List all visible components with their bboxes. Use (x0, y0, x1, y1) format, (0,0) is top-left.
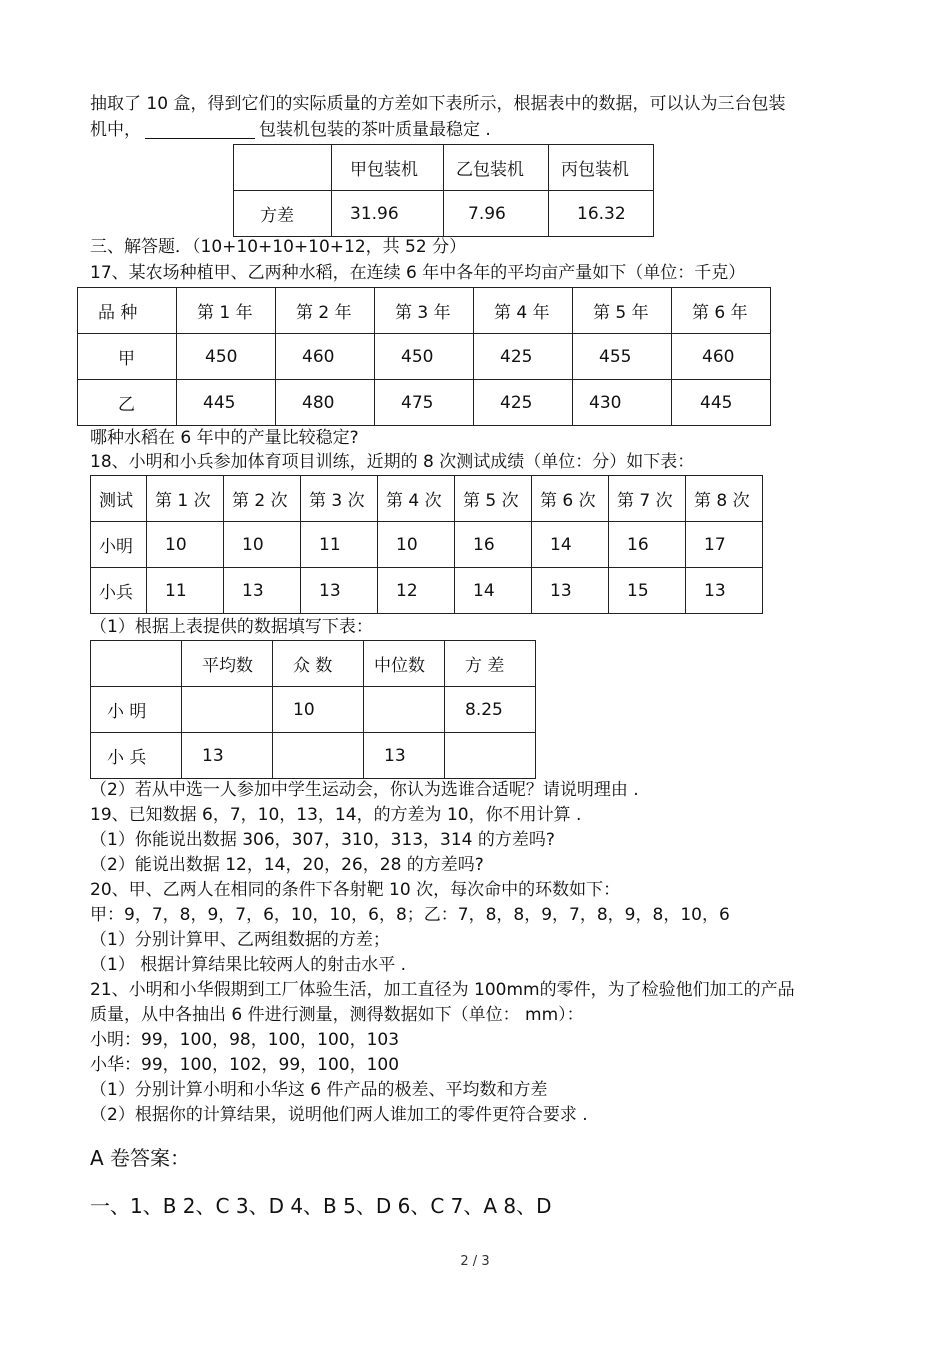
table-cell: 丙包装机 (549, 145, 654, 191)
page-number: 2 / 3 (460, 1254, 490, 1269)
q17-stem: 17、某农场种植甲、乙两种水稻，在连续 6 年中各年的平均亩产量如下（单位：千克） (90, 263, 746, 283)
q17-question: 哪种水稻在 6 年中的产量比较稳定? (90, 428, 359, 448)
q18-stem: 18、小明和小兵参加体育项目训练，近期的 8 次测试成绩（单位：分）如下表： (90, 452, 695, 472)
table-row (91, 522, 763, 568)
table-row (78, 334, 771, 380)
table-cell: 10 (378, 522, 455, 568)
table-cell: 15 (609, 568, 686, 614)
table-cell: 8.25 (445, 687, 536, 733)
q21-stem: 21、小明和小华假期到工厂体验生活，加工直径为 100mm的零件，为了检验他们加工的产品 (90, 980, 795, 1000)
table-cell: 第 8 次 (686, 476, 763, 522)
q18-part2: （2）若从中选一人参加中学生运动会，你认为选谁合适呢？请说明理由 . (90, 780, 639, 800)
q21-xiaohua-data: 小华：99，100，102，99，100，100 (90, 1055, 400, 1075)
table-cell: 第 2 年 (276, 288, 375, 334)
table-cell: 第 3 次 (301, 476, 378, 522)
table-cell: 445 (672, 380, 771, 426)
table-cell: 475 (375, 380, 474, 426)
test-scores-table (90, 475, 763, 614)
answer-heading: A 卷答案： (90, 1146, 191, 1170)
table-cell: 450 (375, 334, 474, 380)
table-cell: 460 (672, 334, 771, 380)
table-cell: 10 (224, 522, 301, 568)
packaging-variance-table (233, 144, 654, 237)
table-cell: 460 (276, 334, 375, 380)
stats-table (90, 640, 536, 779)
table-cell: 第 1 年 (177, 288, 276, 334)
table-cell: 第 4 次 (378, 476, 455, 522)
table-cell: 16 (609, 522, 686, 568)
table-row (234, 191, 654, 237)
q20-part2: （1） 根据计算结果比较两人的射击水平 . (90, 955, 407, 975)
intro-line-2 (90, 119, 491, 141)
table-cell (234, 145, 332, 191)
q19-stem: 19、已知数据 6，7，10，13，14，的方差为 10，你不用计算 . (90, 805, 582, 825)
table-cell: 14 (455, 568, 532, 614)
table-cell: 甲包装机 (332, 145, 444, 191)
table-cell: 方 差 (445, 641, 536, 687)
table-cell: 31.96 (332, 191, 444, 237)
table-cell: 乙 (78, 380, 177, 426)
table-cell: 13 (182, 733, 273, 779)
q19-part1: （1）你能说出数据 306，307，310，313，314 的方差吗? (90, 830, 555, 850)
q21-part2: （2）根据你的计算结果，说明他们两人谁加工的零件更符合要求 . (90, 1105, 588, 1125)
table-cell: 方差 (234, 191, 332, 237)
table-row (78, 380, 771, 426)
table-cell: 平均数 (182, 641, 273, 687)
answer-blank[interactable] (145, 120, 255, 139)
q19-part2: （2）能说出数据 12，14，20，26，28 的方差吗? (90, 855, 484, 875)
table-row (91, 687, 536, 733)
table-row (91, 733, 536, 779)
table-cell: 12 (378, 568, 455, 614)
answer-cell[interactable] (273, 733, 364, 779)
table-cell: 17 (686, 522, 763, 568)
table-cell: 第 6 年 (672, 288, 771, 334)
table-cell: 16.32 (549, 191, 654, 237)
table-cell: 13 (364, 733, 445, 779)
table-cell: 第 5 年 (573, 288, 672, 334)
table-header-row (78, 288, 771, 334)
table-cell: 众 数 (273, 641, 364, 687)
intro-line-2-post: 包装机包装的茶叶质量最稳定 . (259, 120, 491, 140)
table-cell: 第 2 次 (224, 476, 301, 522)
q21-part1: （1）分别计算小明和小华这 6 件产品的极差、平均数和方差 (90, 1080, 548, 1100)
table-cell: 13 (532, 568, 609, 614)
table-cell: 450 (177, 334, 276, 380)
table-cell: 第 3 年 (375, 288, 474, 334)
table-cell: 甲 (78, 334, 177, 380)
q20-stem: 20、甲、乙两人在相同的条件下各射靶 10 次，每次命中的环数如下： (90, 880, 621, 900)
intro-line-2-pre: 机中， (90, 120, 141, 140)
answer-line: 一、1、B 2、C 3、D 4、B 5、D 6、C 7、A 8、D (90, 1194, 552, 1218)
table-cell: 13 (686, 568, 763, 614)
q21-xiaoming-data: 小明：99，100，98，100，100，103 (90, 1030, 400, 1050)
table-cell: 10 (147, 522, 224, 568)
table-cell: 11 (301, 522, 378, 568)
answer-cell[interactable] (364, 687, 445, 733)
table-row (91, 568, 763, 614)
table-cell: 小兵 (91, 568, 147, 614)
q18-part1: （1）根据上表提供的数据填写下表： (90, 617, 373, 637)
table-cell: 小 明 (91, 687, 182, 733)
table-header-row (234, 145, 654, 191)
table-cell: 第 6 次 (532, 476, 609, 522)
table-cell: 480 (276, 380, 375, 426)
table-cell: 430 (573, 380, 672, 426)
table-cell: 小 兵 (91, 733, 182, 779)
table-header-row (91, 641, 536, 687)
table-cell: 10 (273, 687, 364, 733)
table-cell: 测试 (91, 476, 147, 522)
table-cell: 16 (455, 522, 532, 568)
table-cell: 品 种 (78, 288, 177, 334)
table-cell: 第 4 年 (474, 288, 573, 334)
answer-cell[interactable] (445, 733, 536, 779)
rice-yield-table (77, 287, 771, 426)
table-cell: 425 (474, 380, 573, 426)
table-cell: 中位数 (364, 641, 445, 687)
table-cell (91, 641, 182, 687)
table-cell: 第 5 次 (455, 476, 532, 522)
table-cell: 455 (573, 334, 672, 380)
table-cell: 11 (147, 568, 224, 614)
q21-stem-2: 质量，从中各抽出 6 件进行测量，测得数据如下（单位： mm）： (90, 1005, 584, 1025)
answer-cell[interactable] (182, 687, 273, 733)
table-header-row (91, 476, 763, 522)
table-cell: 13 (224, 568, 301, 614)
table-cell: 第 1 次 (147, 476, 224, 522)
table-cell: 13 (301, 568, 378, 614)
q20-part1: （1）分别计算甲、乙两组数据的方差； (90, 930, 390, 950)
intro-line-1: 抽取了 10 盒，得到它们的实际质量的方差如下表所示，根据表中的数据，可以认为三台包装 (90, 94, 786, 114)
section-heading: 三、解答题．（10+10+10+10+12，共 52 分） (90, 237, 467, 257)
table-cell: 第 7 次 (609, 476, 686, 522)
table-cell: 445 (177, 380, 276, 426)
table-cell: 乙包装机 (444, 145, 549, 191)
table-cell: 7.96 (444, 191, 549, 237)
table-cell: 425 (474, 334, 573, 380)
q20-data: 甲：9，7，8，9，7，6，10，10，6，8；乙：7，8，8，9，7，8，9，8，10，6 (90, 905, 730, 925)
table-cell: 14 (532, 522, 609, 568)
table-cell: 小明 (91, 522, 147, 568)
